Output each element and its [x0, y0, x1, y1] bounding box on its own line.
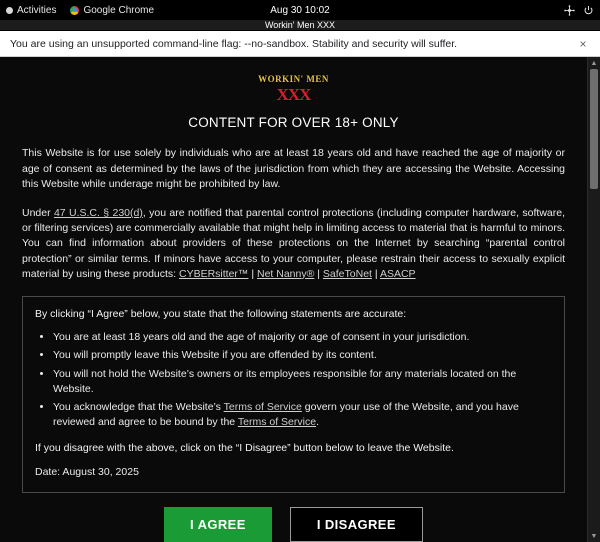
sep-3: | [371, 267, 380, 280]
window-title: Workin' Men XXX [264, 20, 336, 30]
top-bar-left [6, 5, 154, 16]
activities-label: Activities [17, 4, 57, 16]
scrollbar-thumb[interactable] [590, 69, 598, 189]
bullet4-middle: govern your use of the Website, and you have reviewed and agree to be bound by the [53, 401, 519, 429]
page-viewport [0, 57, 600, 542]
filter-link-asacp[interactable]: ASACP [379, 267, 416, 280]
browser-window [0, 20, 600, 540]
terms-of-service-link-1[interactable]: Terms of Service [223, 401, 302, 414]
disclaimer-paragraph-1: This Website is for use solely by individuals who are at least 18 years old and have reached the age of majority or age of consent as determined by the laws of the jurisdiction from which they are accessing the Website. Accessing this Website while underage might be prohibited by law. [22, 147, 565, 190]
chrome-infobar [0, 31, 600, 57]
list-item-terms [53, 400, 552, 430]
disclaimer-paragraph-2 [22, 206, 565, 282]
chrome-icon [70, 6, 79, 15]
action-buttons [22, 507, 565, 542]
scroll-down-icon[interactable]: ▼ [590, 532, 598, 540]
power-icon[interactable] [583, 5, 594, 16]
usc-link[interactable]: 47 U.S.C. § 230(d) [53, 206, 143, 219]
sep-2: | [314, 267, 323, 280]
site-logo[interactable] [22, 75, 565, 105]
current-date: Date: August 30, 2025 [35, 465, 139, 478]
network-icon[interactable] [564, 5, 575, 16]
terms-of-service-link-2[interactable]: Terms of Service [237, 416, 317, 429]
bullet4-prefix: You acknowledge that the Website’s [53, 401, 224, 414]
list-item: • You are at least 18 years old and the age of majority or age of consent in your jurisdiction. [53, 330, 552, 345]
list-item: • You will not hold the Website’s owners or its employees responsible for any materials located on the Website. [53, 367, 552, 397]
i-disagree-button[interactable]: I DISAGREE [290, 507, 423, 542]
system-top-bar [0, 0, 600, 20]
sep-1: | [248, 267, 257, 280]
dot-icon [6, 7, 13, 14]
filter-link-cybersitter[interactable]: CYBERsitter™ [179, 267, 249, 280]
infobar-message: You are using an unsupported command-line flag: --no-sandbox. Stability and security will suffer. [10, 37, 458, 50]
list-item: • You will promptly leave this Website if you are offended by its content. [53, 348, 552, 363]
age-verification-page [0, 57, 587, 542]
filter-link-netnanny[interactable]: Net Nanny® [257, 267, 315, 280]
scrollbar-track[interactable] [588, 69, 600, 530]
app-menu-chrome[interactable] [70, 5, 154, 16]
para2-body: , you are notified that parental control protections (including computer hardware, software, or filtering services) are commercially available that might help in limiting access to material that is harmful to minors. You can find information about providers of these protections on the Internet by searching “parental control protection” or similar terms. If minors have access to your computer, please restrain their access to sexually explicit material by using these products: [22, 206, 566, 280]
filter-link-safetonet[interactable]: SafeToNet [322, 267, 372, 280]
activities-button[interactable] [6, 5, 56, 16]
top-bar-status-area[interactable] [564, 5, 594, 16]
agreement-lead: By clicking “I Agree” below, you state that the following statements are accurate: [35, 308, 407, 321]
close-icon[interactable]: × [579, 36, 587, 51]
agreement-bullet-list [35, 330, 552, 430]
page-title: CONTENT FOR OVER 18+ ONLY [188, 114, 399, 130]
scroll-up-icon[interactable]: ▲ [590, 59, 598, 67]
logo-bottom-text: XXX [276, 84, 311, 104]
disagree-note: If you disagree with the above, click on the “I Disagree” button below to leave the Website. [35, 441, 454, 454]
clock[interactable]: Aug 30 10:02 [270, 4, 330, 16]
window-title-bar [0, 20, 600, 31]
logo-top-text: WORKIN' MEN [258, 74, 329, 84]
app-menu-label: Google Chrome [83, 4, 155, 16]
para2-prefix: Under [22, 206, 54, 219]
bullet4-suffix: . [316, 416, 319, 429]
agreement-box [22, 296, 565, 493]
i-agree-button[interactable]: I AGREE [164, 507, 272, 542]
vertical-scrollbar[interactable] [587, 57, 600, 542]
